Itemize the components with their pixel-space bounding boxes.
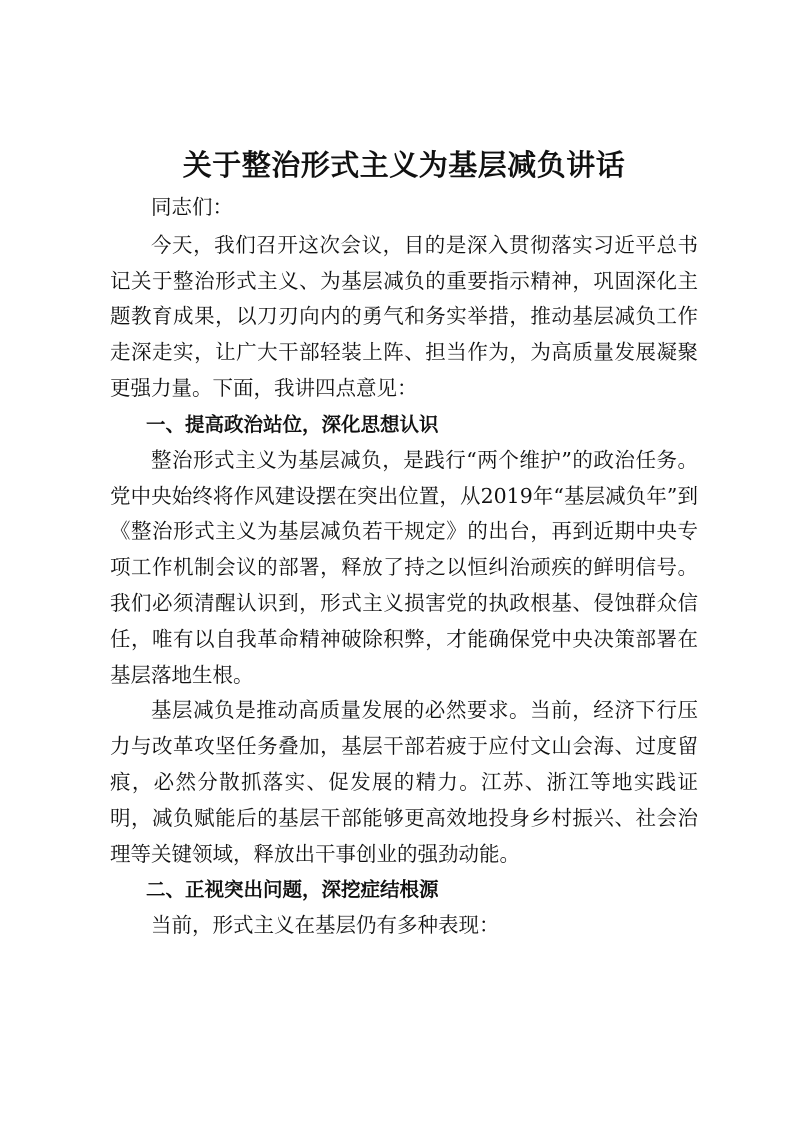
section-1-heading: 一、提高政治站位，深化思想认识	[146, 412, 439, 436]
section-1-paragraph-2: 基层减负是推动高质量发展的必然要求。当前，经济下行压力与改革攻坚任务叠加，基层干部若疲于应付文山会海、过度留痕，必然分散抓落实、促发展的精力。江苏、浙江等地实践证明，减负赋能后的基层干部能够更高效地投身乡村振兴、社会治理等关键领域，释放出干事创业的强劲动能。	[110, 698, 698, 866]
document-page	[110, 140, 698, 944]
section-2-heading: 二、正视突出问题，深挖症结根源	[146, 878, 439, 902]
section-1-paragraph-1: 整治形式主义为基层减负，是践行“两个维护”的政治任务。党中央始终将作风建设摆在突出位置，从2019年“基层减负年”到《整治形式主义为基层减负若干规定》的出台，再到近期中央专项工作机制会议的部署，释放了持之以恒纠治顽疾的鲜明信号。我们必须清醒认识到，形式主义损害党的执政根基、侵蚀群众信任，唯有以自我革命精神破除积弊，才能确保党中央决策部署在基层落地生根。	[110, 447, 698, 687]
intro-paragraph: 今天，我们召开这次会议，目的是深入贯彻落实习近平总书记关于整治形式主义、为基层减负的重要指示精神，巩固深化主题教育成果，以刀刃向内的勇气和务实举措，推动基层减负工作走深走实，让广大干部轻装上阵、担当作为，为高质量发展凝聚更强力量。下面，我讲四点意见：	[110, 232, 698, 400]
section-2-paragraph-1: 当前，形式主义在基层仍有多种表现：	[151, 913, 500, 938]
document-title: 关于整治形式主义为基层减负讲话	[182, 148, 626, 182]
salutation: 同志们：	[151, 195, 233, 219]
